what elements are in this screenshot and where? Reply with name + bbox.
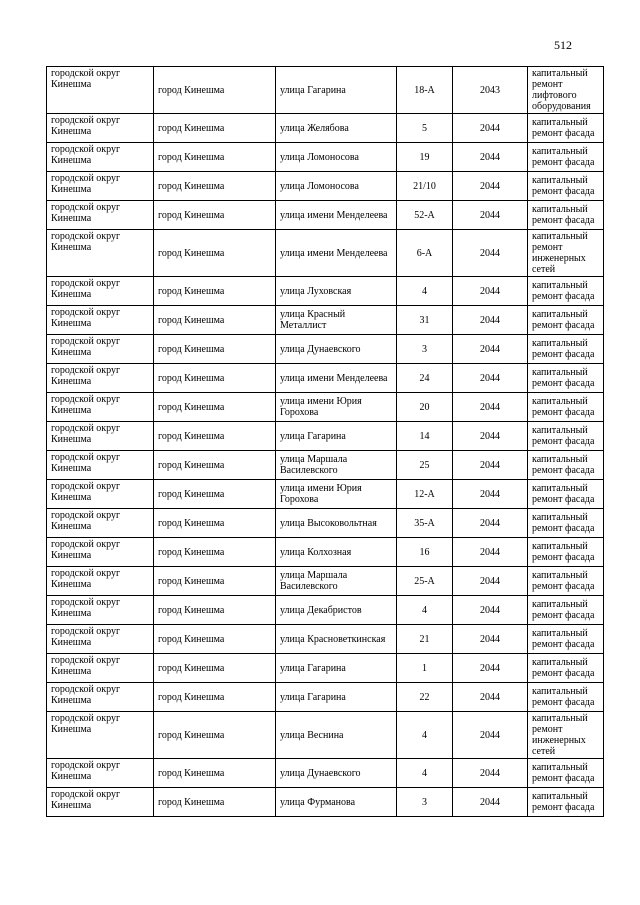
street-cell: улица Гагарина xyxy=(276,654,397,683)
city-cell: город Кинешма xyxy=(154,277,276,306)
house-number-cell: 25 xyxy=(397,451,453,480)
street-cell: улица Гагарина xyxy=(276,422,397,451)
city-cell: город Кинешма xyxy=(154,335,276,364)
house-number-cell: 25-А xyxy=(397,567,453,596)
table-row xyxy=(47,67,604,114)
house-number-cell: 6-А xyxy=(397,230,453,277)
table-row xyxy=(47,683,604,712)
work-type-cell: капитальный ремонт фасада xyxy=(528,114,604,143)
year-cell: 2044 xyxy=(453,364,528,393)
work-type-cell: капитальный ремонт фасада xyxy=(528,335,604,364)
house-number-cell: 31 xyxy=(397,306,453,335)
year-cell: 2044 xyxy=(453,230,528,277)
street-cell: улица Луховская xyxy=(276,277,397,306)
street-cell: улица имени Менделеева xyxy=(276,201,397,230)
house-number-cell: 4 xyxy=(397,712,453,759)
street-cell: улица Ломоносова xyxy=(276,143,397,172)
table-row xyxy=(47,788,604,817)
table-row xyxy=(47,114,604,143)
house-number-cell: 3 xyxy=(397,788,453,817)
city-cell: город Кинешма xyxy=(154,143,276,172)
district-cell: городской округ Кинешма xyxy=(47,625,154,654)
work-type-cell: капитальный ремонт фасада xyxy=(528,567,604,596)
work-type-cell: капитальный ремонт фасада xyxy=(528,143,604,172)
work-type-cell: капитальный ремонт фасада xyxy=(528,759,604,788)
street-cell: улица Маршала Василевского xyxy=(276,451,397,480)
year-cell: 2044 xyxy=(453,759,528,788)
city-cell: город Кинешма xyxy=(154,625,276,654)
street-cell: улица имени Менделеева xyxy=(276,230,397,277)
street-cell: улица Колхозная xyxy=(276,538,397,567)
district-cell: городской округ Кинешма xyxy=(47,306,154,335)
table-row xyxy=(47,277,604,306)
table-row xyxy=(47,172,604,201)
district-cell: городской округ Кинешма xyxy=(47,712,154,759)
city-cell: город Кинешма xyxy=(154,230,276,277)
year-cell: 2044 xyxy=(453,422,528,451)
year-cell: 2043 xyxy=(453,67,528,114)
street-cell: улица Красный Металлист xyxy=(276,306,397,335)
city-cell: город Кинешма xyxy=(154,67,276,114)
district-cell: городской округ Кинешма xyxy=(47,230,154,277)
work-type-cell: капитальный ремонт фасада xyxy=(528,596,604,625)
city-cell: город Кинешма xyxy=(154,306,276,335)
table-row xyxy=(47,143,604,172)
house-number-cell: 12-А xyxy=(397,480,453,509)
table-row xyxy=(47,625,604,654)
city-cell: город Кинешма xyxy=(154,114,276,143)
year-cell: 2044 xyxy=(453,172,528,201)
work-type-cell: капитальный ремонт фасада xyxy=(528,451,604,480)
year-cell: 2044 xyxy=(453,201,528,230)
district-cell: городской округ Кинешма xyxy=(47,422,154,451)
district-cell: городской округ Кинешма xyxy=(47,788,154,817)
table-row xyxy=(47,364,604,393)
city-cell: город Кинешма xyxy=(154,538,276,567)
district-cell: городской округ Кинешма xyxy=(47,480,154,509)
city-cell: город Кинешма xyxy=(154,788,276,817)
table-row xyxy=(47,451,604,480)
house-number-cell: 35-А xyxy=(397,509,453,538)
table-body xyxy=(47,67,604,817)
street-cell: улица Желябова xyxy=(276,114,397,143)
year-cell: 2044 xyxy=(453,596,528,625)
year-cell: 2044 xyxy=(453,538,528,567)
year-cell: 2044 xyxy=(453,277,528,306)
district-cell: городской округ Кинешма xyxy=(47,567,154,596)
table-row xyxy=(47,230,604,277)
year-cell: 2044 xyxy=(453,654,528,683)
work-type-cell: капитальный ремонт лифтового оборудования xyxy=(528,67,604,114)
street-cell: улица Высоковольтная xyxy=(276,509,397,538)
work-type-cell: капитальный ремонт фасада xyxy=(528,509,604,538)
house-number-cell: 24 xyxy=(397,364,453,393)
work-type-cell: капитальный ремонт фасада xyxy=(528,625,604,654)
house-number-cell: 1 xyxy=(397,654,453,683)
year-cell: 2044 xyxy=(453,683,528,712)
table-row xyxy=(47,306,604,335)
city-cell: город Кинешма xyxy=(154,509,276,538)
year-cell: 2044 xyxy=(453,143,528,172)
district-cell: городской округ Кинешма xyxy=(47,654,154,683)
house-number-cell: 4 xyxy=(397,596,453,625)
street-cell: улица имени Юрия Горохова xyxy=(276,480,397,509)
work-type-cell: капитальный ремонт фасада xyxy=(528,172,604,201)
city-cell: город Кинешма xyxy=(154,759,276,788)
city-cell: город Кинешма xyxy=(154,480,276,509)
table-row xyxy=(47,393,604,422)
work-type-cell: капитальный ремонт фасада xyxy=(528,393,604,422)
street-cell: улица Ломоносова xyxy=(276,172,397,201)
table-row xyxy=(47,509,604,538)
city-cell: город Кинешма xyxy=(154,712,276,759)
district-cell: городской округ Кинешма xyxy=(47,451,154,480)
district-cell: городской округ Кинешма xyxy=(47,172,154,201)
work-type-cell: капитальный ремонт фасада xyxy=(528,538,604,567)
city-cell: город Кинешма xyxy=(154,172,276,201)
street-cell: улица имени Менделеева xyxy=(276,364,397,393)
city-cell: город Кинешма xyxy=(154,201,276,230)
city-cell: город Кинешма xyxy=(154,364,276,393)
district-cell: городской округ Кинешма xyxy=(47,364,154,393)
street-cell: улица Фурманова xyxy=(276,788,397,817)
house-number-cell: 21 xyxy=(397,625,453,654)
district-cell: городской округ Кинешма xyxy=(47,538,154,567)
year-cell: 2044 xyxy=(453,567,528,596)
work-type-cell: капитальный ремонт инженерных сетей xyxy=(528,230,604,277)
district-cell: городской округ Кинешма xyxy=(47,201,154,230)
district-cell: городской округ Кинешма xyxy=(47,596,154,625)
house-number-cell: 20 xyxy=(397,393,453,422)
street-cell: улица имени Юрия Горохова xyxy=(276,393,397,422)
table-row xyxy=(47,712,604,759)
repair-schedule-table xyxy=(46,66,604,817)
table-row xyxy=(47,596,604,625)
work-type-cell: капитальный ремонт фасада xyxy=(528,306,604,335)
house-number-cell: 14 xyxy=(397,422,453,451)
year-cell: 2044 xyxy=(453,480,528,509)
table-row xyxy=(47,480,604,509)
table-row xyxy=(47,422,604,451)
year-cell: 2044 xyxy=(453,712,528,759)
street-cell: улица Дунаевского xyxy=(276,335,397,364)
work-type-cell: капитальный ремонт фасада xyxy=(528,277,604,306)
work-type-cell: капитальный ремонт фасада xyxy=(528,654,604,683)
year-cell: 2044 xyxy=(453,788,528,817)
house-number-cell: 5 xyxy=(397,114,453,143)
house-number-cell: 18-А xyxy=(397,67,453,114)
table-row xyxy=(47,538,604,567)
house-number-cell: 4 xyxy=(397,759,453,788)
city-cell: город Кинешма xyxy=(154,683,276,712)
district-cell: городской округ Кинешма xyxy=(47,114,154,143)
house-number-cell: 52-А xyxy=(397,201,453,230)
year-cell: 2044 xyxy=(453,114,528,143)
street-cell: улица Гагарина xyxy=(276,67,397,114)
district-cell: городской округ Кинешма xyxy=(47,509,154,538)
district-cell: городской округ Кинешма xyxy=(47,335,154,364)
city-cell: город Кинешма xyxy=(154,451,276,480)
city-cell: город Кинешма xyxy=(154,596,276,625)
page-number: 512 xyxy=(554,38,572,52)
house-number-cell: 4 xyxy=(397,277,453,306)
city-cell: город Кинешма xyxy=(154,567,276,596)
city-cell: город Кинешма xyxy=(154,393,276,422)
year-cell: 2044 xyxy=(453,306,528,335)
table-row xyxy=(47,335,604,364)
work-type-cell: капитальный ремонт инженерных сетей xyxy=(528,712,604,759)
year-cell: 2044 xyxy=(453,625,528,654)
city-cell: город Кинешма xyxy=(154,422,276,451)
city-cell: город Кинешма xyxy=(154,654,276,683)
house-number-cell: 22 xyxy=(397,683,453,712)
year-cell: 2044 xyxy=(453,451,528,480)
work-type-cell: капитальный ремонт фасада xyxy=(528,480,604,509)
district-cell: городской округ Кинешма xyxy=(47,759,154,788)
district-cell: городской округ Кинешма xyxy=(47,67,154,114)
year-cell: 2044 xyxy=(453,393,528,422)
district-cell: городской округ Кинешма xyxy=(47,393,154,422)
year-cell: 2044 xyxy=(453,335,528,364)
table-row xyxy=(47,654,604,683)
house-number-cell: 19 xyxy=(397,143,453,172)
house-number-cell: 3 xyxy=(397,335,453,364)
work-type-cell: капитальный ремонт фасада xyxy=(528,364,604,393)
year-cell: 2044 xyxy=(453,509,528,538)
work-type-cell: капитальный ремонт фасада xyxy=(528,683,604,712)
work-type-cell: капитальный ремонт фасада xyxy=(528,201,604,230)
street-cell: улица Маршала Василевского xyxy=(276,567,397,596)
house-number-cell: 21/10 xyxy=(397,172,453,201)
table-row xyxy=(47,567,604,596)
district-cell: городской округ Кинешма xyxy=(47,683,154,712)
street-cell: улица Веснина xyxy=(276,712,397,759)
work-type-cell: капитальный ремонт фасада xyxy=(528,788,604,817)
street-cell: улица Дунаевского xyxy=(276,759,397,788)
house-number-cell: 16 xyxy=(397,538,453,567)
street-cell: улица Декабристов xyxy=(276,596,397,625)
work-type-cell: капитальный ремонт фасада xyxy=(528,422,604,451)
street-cell: улица Гагарина xyxy=(276,683,397,712)
table-row xyxy=(47,759,604,788)
table-row xyxy=(47,201,604,230)
district-cell: городской округ Кинешма xyxy=(47,143,154,172)
district-cell: городской округ Кинешма xyxy=(47,277,154,306)
street-cell: улица Красноветкинская xyxy=(276,625,397,654)
